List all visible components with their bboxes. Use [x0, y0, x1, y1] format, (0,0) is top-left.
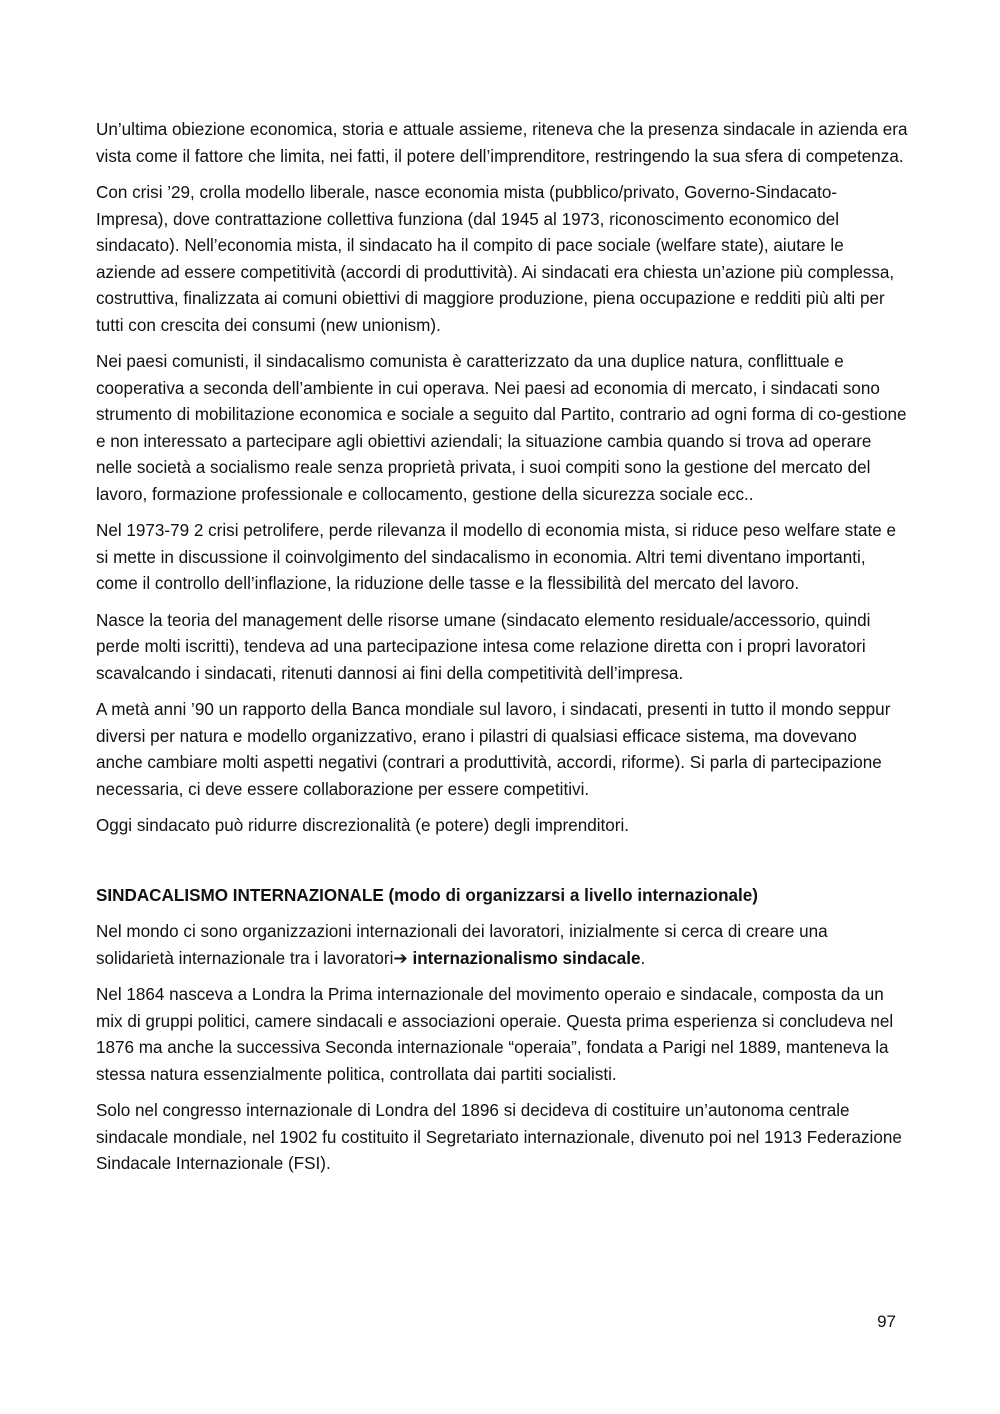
solidarity-end: . — [640, 948, 646, 968]
arrow-right-icon: ➔ — [393, 948, 408, 968]
paragraph-world-bank: A metà anni ’90 un rapporto della Banca mondiale sul lavoro, i sindacati, presenti in tutto il mondo seppur diversi per natura e modello organizzativo, erano i pilastri di qualsiasi efficace sistema, ma dovevano anche cambiare molti aspetti negativi (contrari a produttività, accordi, riforme). Si parla di partecipazione necessaria, ci deve essere collaborazione per essere competitivi. — [96, 700, 891, 799]
solidarity-text: Nel mondo ci sono organizzazioni internazionali dei lavoratori, inizialmente si cerca di creare una solidarietà internazionale tra i lavoratori — [96, 922, 828, 968]
paragraph-oil-crises: Nel 1973-79 2 crisi petrolifere, perde rilevanza il modello di economia mista, si riduce peso welfare state e si mette in discussione il coinvolgimento del sindacalismo in economia. Altri temi diventano importanti, come il controllo dell’inflazione, la riduzione delle tasse e la flessibilità del mercato del lavoro. — [96, 521, 897, 593]
document-page — [96, 117, 908, 1188]
paragraph-hr-management: Nasce la teoria del management delle risorse umane (sindacato elemento residuale/accessorio, quindi perde molti iscritti), tendeva ad una partecipazione intesa come relazione diretta con i propri lavoratori scavalcando i sindacati, ritenuti dannosi ai fini della competitività dell’impresa. — [96, 610, 871, 683]
paragraph-today: Oggi sindacato può ridurre discrezionalità (e potere) degli imprenditori. — [96, 816, 630, 835]
paragraph-first-international: Nel 1864 nasceva a Londra la Prima internazionale del movimento operaio e sindacale, composta da un mix di gruppi politici, camere sindacali e associazioni operaie. Questa prima esperienza si concludeva nel 1876 ma anche la successiva Seconda internazionale “operaia”, fondata a Parigi nel 1889, manteneva la stessa natura essenzialmente politica, controllata dai partiti socialisti. — [96, 985, 894, 1084]
key-term: internazionalismo sindacale — [412, 948, 641, 968]
paragraph-objection: Un’ultima obiezione economica, storia e attuale assieme, riteneva che la presenza sindacale in azienda era vista come il fattore che limita, nei fatti, il potere dell’imprenditore, restringendo la sua sfera di competenza. — [96, 120, 908, 166]
paragraph-crisis-29: Con crisi ’29, crolla modello liberale, nasce economia mista (pubblico/privato, Governo-Sindacato-Impresa), dove contrattazione collettiva funziona (dal 1945 al 1973, riconoscimento economico del sindacato). Nell’economia mista, il sindacato ha il compito di pace sociale (welfare state), aiutare le aziende ad essere competitività (accordi di produttività). Ai sindacati era chiesta un’azione più complessa, costruttiva, finalizzata ai comuni obiettivi di maggiore produzione, piena occupazione e redditi più alti per tutti con crescita dei consumi (new unionism). — [96, 183, 895, 335]
page-number: 97 — [877, 1312, 896, 1331]
paragraph-communist-countries: Nei paesi comunisti, il sindacalismo comunista è caratterizzato da una duplice natura, conflittuale e cooperativa a seconda dell’ambiente in cui operava. Nei paesi ad economia di mercato, i sindacati sono strumento di mobilitazione economica e sociale a seguito dal Partito, contrario ad ogni forma di co-gestione e non interessato a partecipare agli obiettivi aziendali; la situazione cambia quando si trova ad operare nelle società a socialismo reale senza proprietà privata, i suoi compiti sono la gestione del mercato del lavoro, formazione professionale e collocamento, gestione della sicurezza sociale ecc.. — [96, 352, 907, 504]
paragraph-london-congress: Solo nel congresso internazionale di Londra del 1896 si decideva di costituire un’autonoma centrale sindacale mondiale, nel 1902 fu costituito il Segretariato internazionale, divenuto poi nel 1913 Federazione Sindacale Internazionale (FSI). — [96, 1101, 902, 1173]
section-heading: SINDACALISMO INTERNAZIONALE (modo di organizzarsi a livello internazionale) — [96, 885, 758, 905]
paragraph-solidarity — [96, 919, 908, 972]
section-spacer — [96, 850, 908, 883]
